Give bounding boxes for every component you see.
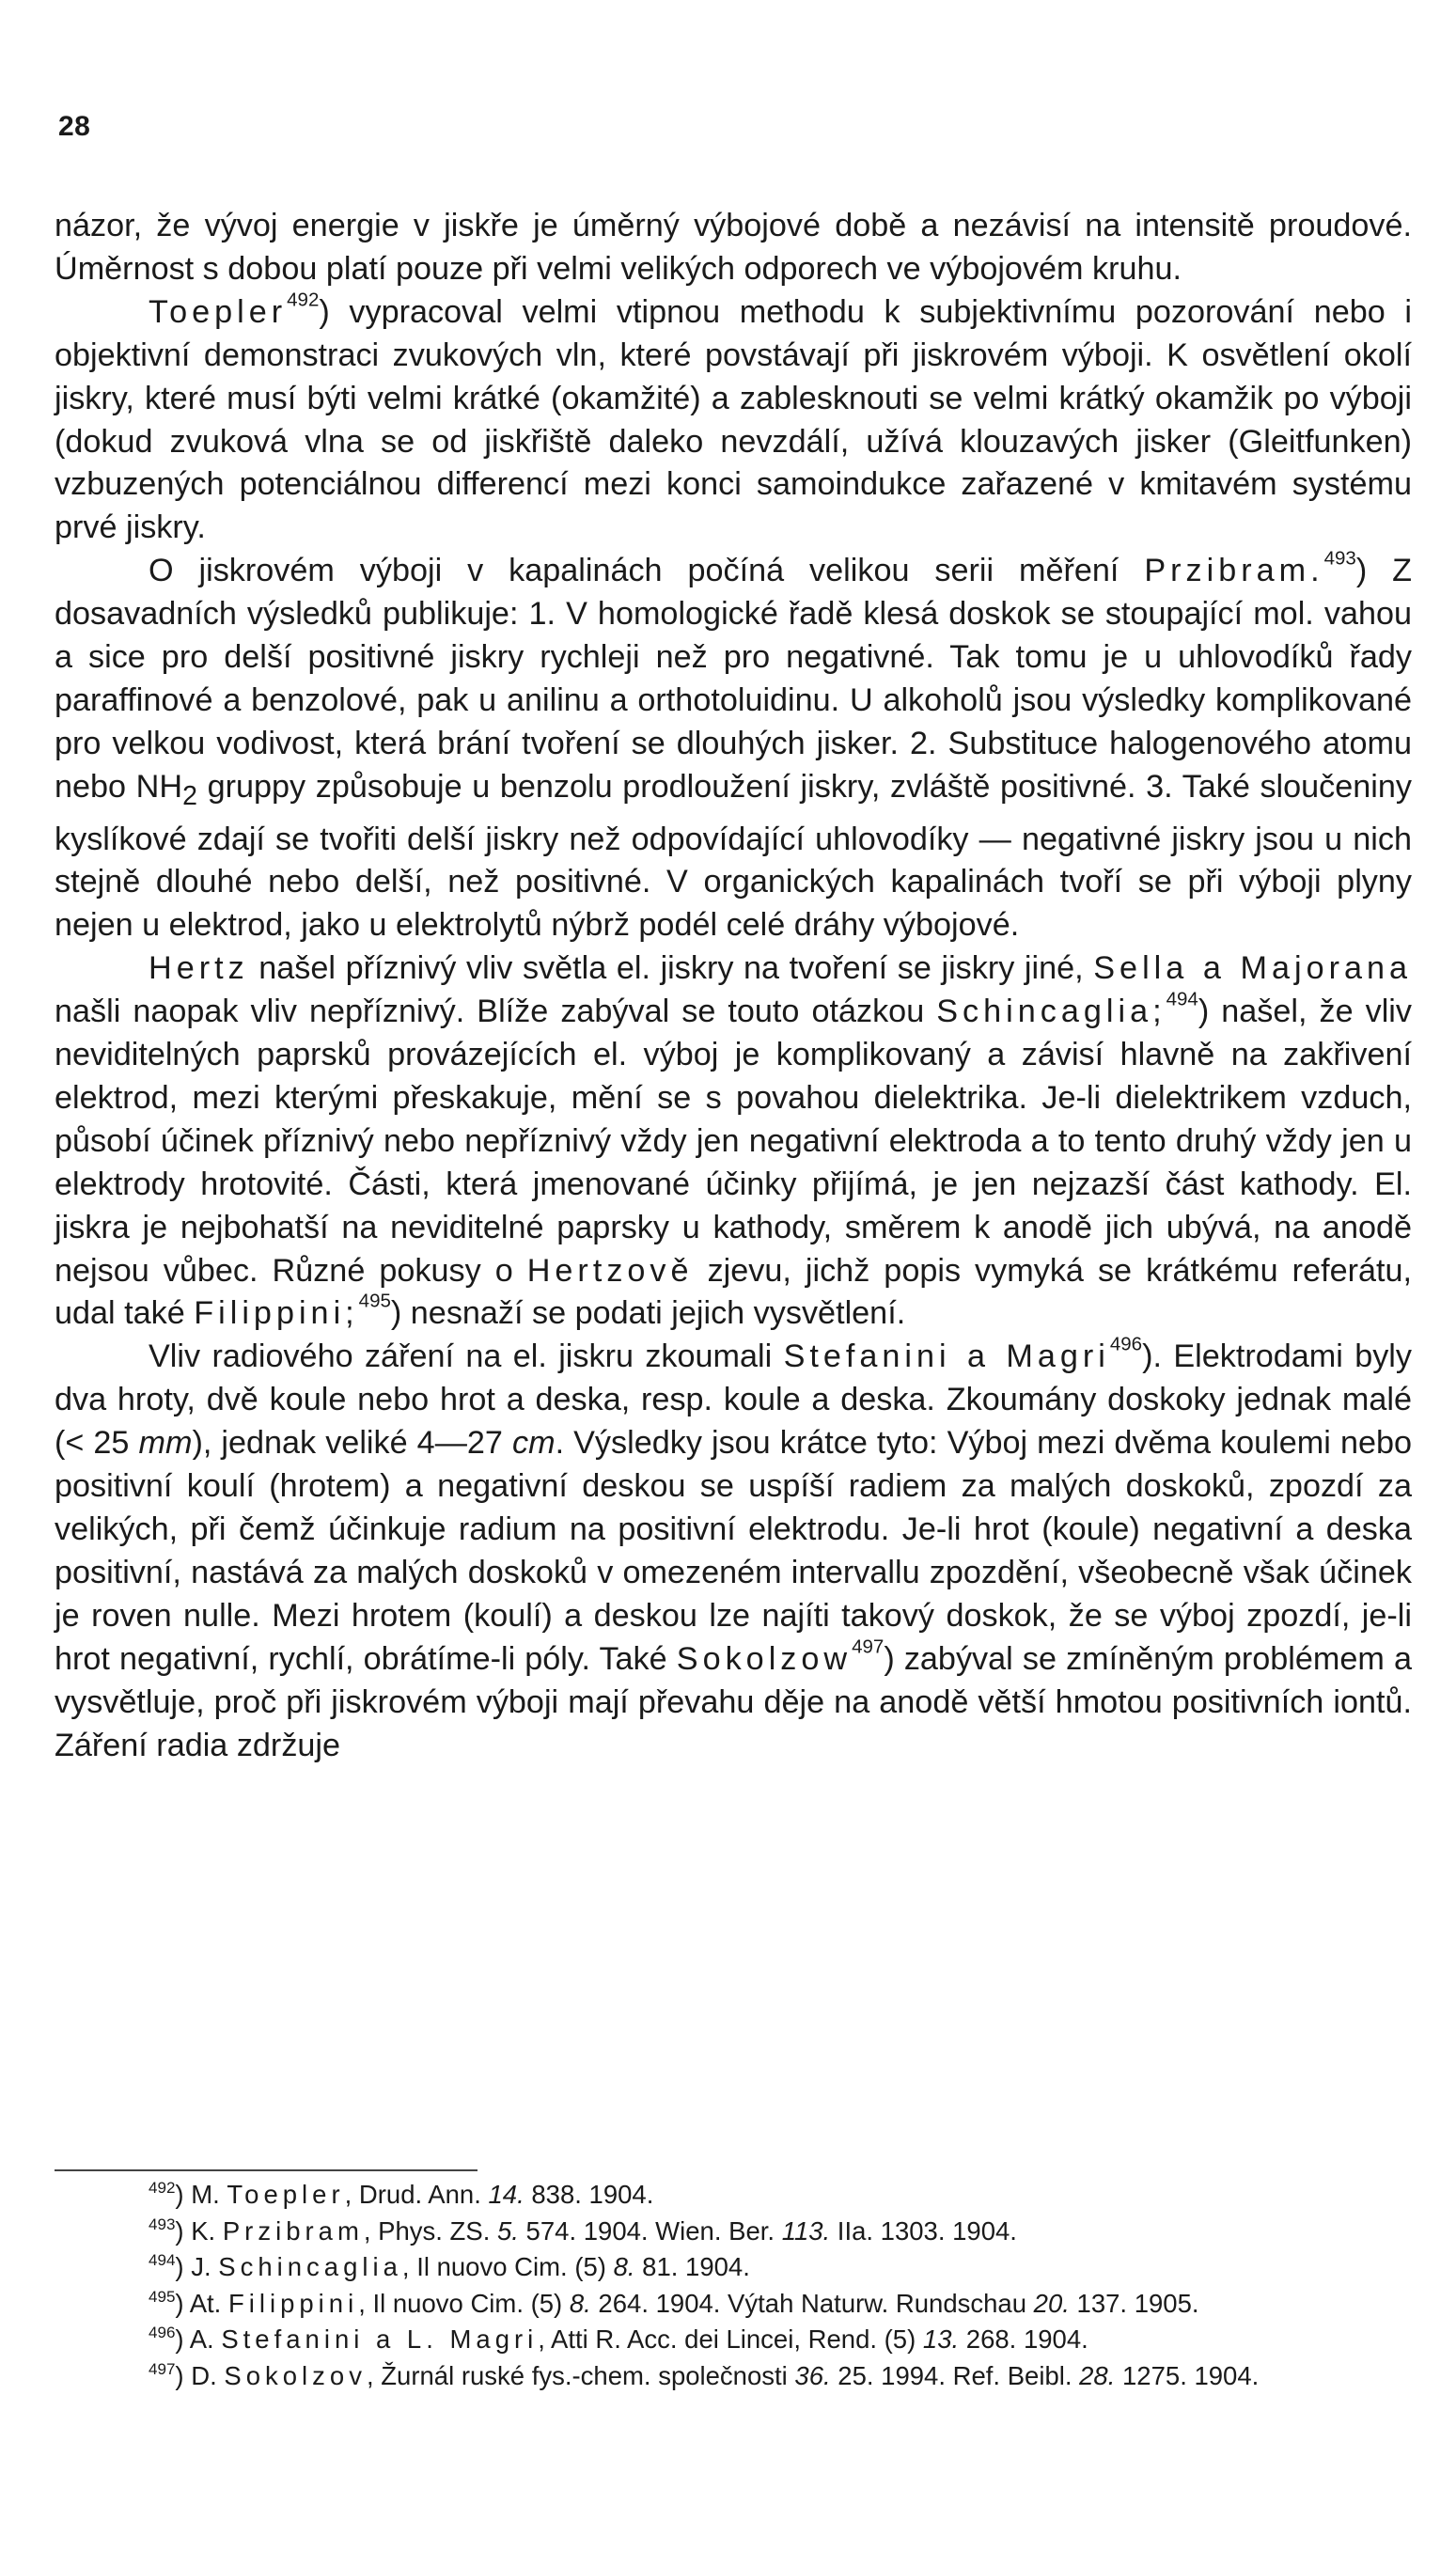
footnote [55, 2322, 1412, 2358]
footnote [55, 2177, 1412, 2214]
text-segment: gruppy způsobuje u benzolu prodloužení jiskry, zvláště positivné. 3. Také sloučeniny kyslíkové zdají se tvořiti delší jiskry než odpovídající uhlovodíky — negativné jiskry jsou u nich stejně dlouhé nebo delší, než positivné. V organických kapalinách tvoří se při výboji plyny nejen u elektrod, jako u elektrolytů nýbrž podél celé dráhy výbojové. [55, 768, 1413, 944]
text-segment: ) Z dosavadních výsledků publikuje: 1. V homologické řadě klesá doskok se stoupající mol. vahou a sice pro delší positivné jiskry rychleji než pro negativné. Tak tomu je u uhlovodíků řady paraffinové a benzolové, pak u anilinu a orthotoluidinu. U alkoholů jsou výsledky komplikované pro velkou vodivost, která brání tvoření se dlouhých jisker. 2. Substituce halogenového atomu nebo NH [55, 553, 1412, 805]
paragraph [55, 1333, 1412, 1767]
subscript: 2 [182, 780, 197, 811]
text-segment: , Atti R. Acc. dei Lincei, Rend. (5) [538, 2324, 923, 2354]
paragraph [55, 547, 1413, 947]
text-segment: O jiskrovém výboji v kapalinách počíná velikou serii měření [149, 553, 1145, 589]
text-segment: ). Elektrodami byly dva hroty, dvě koule nebo hrot a deska, resp. koule a deska. Zkoumány doskoky jednak malé (< 25 [55, 1338, 1412, 1462]
author-name: Przibram. [1144, 553, 1324, 589]
text-segment: ) J. [175, 2252, 219, 2281]
text-segment: ) M. [175, 2180, 227, 2209]
footnote-reference: 492 [287, 289, 320, 311]
text-segment: 36. [794, 2360, 831, 2390]
author-name: Filippini; [194, 1295, 359, 1332]
main-text [55, 205, 1412, 1767]
author-name: Przibram [222, 2215, 364, 2246]
author-name: Hertzově [526, 1252, 694, 1289]
footnote-number: 492 [149, 2178, 176, 2197]
footnote-number: 495 [149, 2287, 176, 2306]
text-segment: zjevu, jichž popis vymyká se krátkému referátu, udal také [55, 1252, 1412, 1332]
footnote-reference: 496 [1109, 1333, 1143, 1355]
text-segment: , Il nuovo Cim. (5) [401, 2252, 614, 2281]
footnote-reference: 497 [852, 1636, 885, 1658]
paragraph [55, 291, 1412, 550]
footnote-number: 494 [149, 2250, 176, 2269]
text-segment: našel příznivý vliv světla el. jiskry na tvoření se jiskry jiné, [248, 950, 1094, 987]
text-segment: 838. 1904. [524, 2180, 654, 2209]
text-segment: 574. 1904. Wien. Ber. [518, 2215, 782, 2246]
author-name: Sokolzow [676, 1640, 853, 1677]
text-segment: , Phys. ZS. [363, 2215, 497, 2246]
text-segment: . Výsledky jsou krátce tyto: Výboj mezi dvěma koulemi nebo positivní koulí (hrotem) a negativní deskou se uspíší radiem za malých doskoků, zpozdí za velikých, při čemž účinkuje radium na positivní elektrodu. Je-li hrot (koule) negativní a deska positivní, nastává za malých doskoků v omezeném intervallu zpozdění, všeobecně však účinek je roven nulle. Mezi hrotem (koulí) a deskou lze najíti takový doskok, že se výboj zpozdí, je-li hrot negativní, rychlí, obrátíme-li póly. Také [55, 1425, 1412, 1677]
author-name: Schincaglia [218, 2252, 402, 2281]
author-name: Toepler [149, 293, 288, 330]
text-segment: 5. [496, 2215, 519, 2246]
author-name: Toepler [227, 2180, 345, 2209]
text-segment: 14. [488, 2180, 524, 2209]
text-segment: 8. [613, 2252, 635, 2281]
author-name: Stefanini a Magri [783, 1338, 1110, 1375]
paragraph [55, 947, 1412, 1336]
footnote-divider [55, 2169, 478, 2171]
footnote-number: 493 [149, 2215, 176, 2233]
footnotes [55, 2177, 1412, 2394]
text-segment: ) zabýval se zmíněným problémem a vysvětluje, proč při jiskrovém výboji mají převahu děje na anodě větší hmotou positivních iontů. Záření radia zdržuje [55, 1640, 1412, 1763]
text-segment: cm [511, 1425, 556, 1462]
text-segment: 268. 1904. [959, 2324, 1088, 2354]
text-segment: ) našel, že vliv neviditelných paprsků provázejících el. výboj je komplikovaný a závisí hlavně na zakřivení elektrod, mezi kterými přeskakuje, mění se s povahou dielektrika. Je-li dielektrikem vzduch, působí účinek příznivý nebo nepříznivý vždy jen negativní elektroda a to tento druhý vždy jen u elektrody hrotovité. Části, která jmenované účinky přijímá, je jen nejzazší část kathody. El. jiskra je nejbohatší na neviditelné paprsky u kathody, směrem k anodě jich ubývá, na anodě nejsou vůbec. Různé pokusy o [55, 994, 1412, 1289]
text-segment: ) K. [175, 2215, 223, 2246]
text-segment: 28. [1079, 2360, 1116, 2390]
text-segment: názor, že vývoj energie v jiskře je úměrný výbojové době a nezávisí na intensitě proudové. Úměrnost s dobou platí pouze při velmi velikých odporech ve výbojovém kruhu. [55, 208, 1412, 287]
author-name: Schincaglia; [936, 994, 1166, 1030]
author-name: Stefanini a L. Magri [221, 2324, 539, 2354]
text-segment: 1275. 1904. [1115, 2360, 1260, 2390]
author-name: Filippini [227, 2288, 359, 2318]
text-segment: 113. [781, 2215, 831, 2246]
text-segment: 20. [1033, 2288, 1070, 2318]
footnote [55, 2249, 1412, 2286]
text-segment: 13. [922, 2324, 960, 2354]
text-segment: ) vypracoval velmi vtipnou methodu k subjektivnímu pozorování nebo i objektivní demonstraci zvukových vln, které povstávají při jiskrovém výboji. K osvětlení okolí jiskry, které musí býti velmi krátké (okamžité) a zablesknouti se velmi krátký okamžik po výboji (dokud zvuková vlna se od jiskřiště daleko nevzdálí, užívá klouzavých jisker (Gleitfunken) vzbuzených potenciálnou differencí mezi konci samoindukce zařazené v kmitavém systému prvé jiskry. [55, 293, 1412, 546]
paragraph [55, 205, 1412, 291]
text-segment: Vliv radiového záření na el. jiskru zkoumali [149, 1338, 784, 1375]
footnote-reference: 495 [358, 1291, 391, 1313]
footnote-reference: 494 [1166, 988, 1198, 1010]
footnote [55, 2214, 1412, 2250]
text-segment: ) A. [175, 2324, 222, 2354]
text-segment: ) nesnaží se podati jejich vysvětlení. [390, 1295, 906, 1332]
footnote [55, 2286, 1412, 2323]
text-segment: 264. 1904. Výtah Naturw. Rundschau [590, 2288, 1034, 2318]
page-number: 28 [58, 111, 91, 142]
text-segment: našli naopak vliv nepříznivý. Blíže zabýval se touto otázkou [55, 994, 937, 1030]
text-segment: 25. 1994. Ref. Beibl. [830, 2360, 1080, 2390]
text-segment: , Žurnál ruské fys.-chem. společnosti [366, 2360, 795, 2390]
footnote-number: 496 [149, 2323, 176, 2341]
footnote-number: 497 [149, 2359, 176, 2378]
footnote [55, 2358, 1412, 2395]
footnote-reference: 493 [1323, 547, 1356, 570]
text-segment: 81. 1904. [634, 2252, 750, 2281]
text-segment: ), jednak veliké 4—27 [192, 1425, 512, 1462]
author-name: Sokolzov [224, 2360, 367, 2390]
text-segment: , Il nuovo Cim. (5) [358, 2288, 570, 2318]
text-segment: IIa. 1303. 1904. [830, 2215, 1017, 2246]
text-segment: ) At. [175, 2288, 228, 2318]
author-name: Hertz [149, 950, 249, 987]
text-segment: 137. 1905. [1069, 2288, 1199, 2318]
text-segment: , Drud. Ann. [344, 2180, 489, 2209]
text-segment: mm [138, 1425, 193, 1462]
text-segment: 8. [569, 2288, 591, 2318]
text-segment: ) D. [175, 2360, 225, 2390]
author-name: Sella a Majorana [1093, 950, 1413, 987]
